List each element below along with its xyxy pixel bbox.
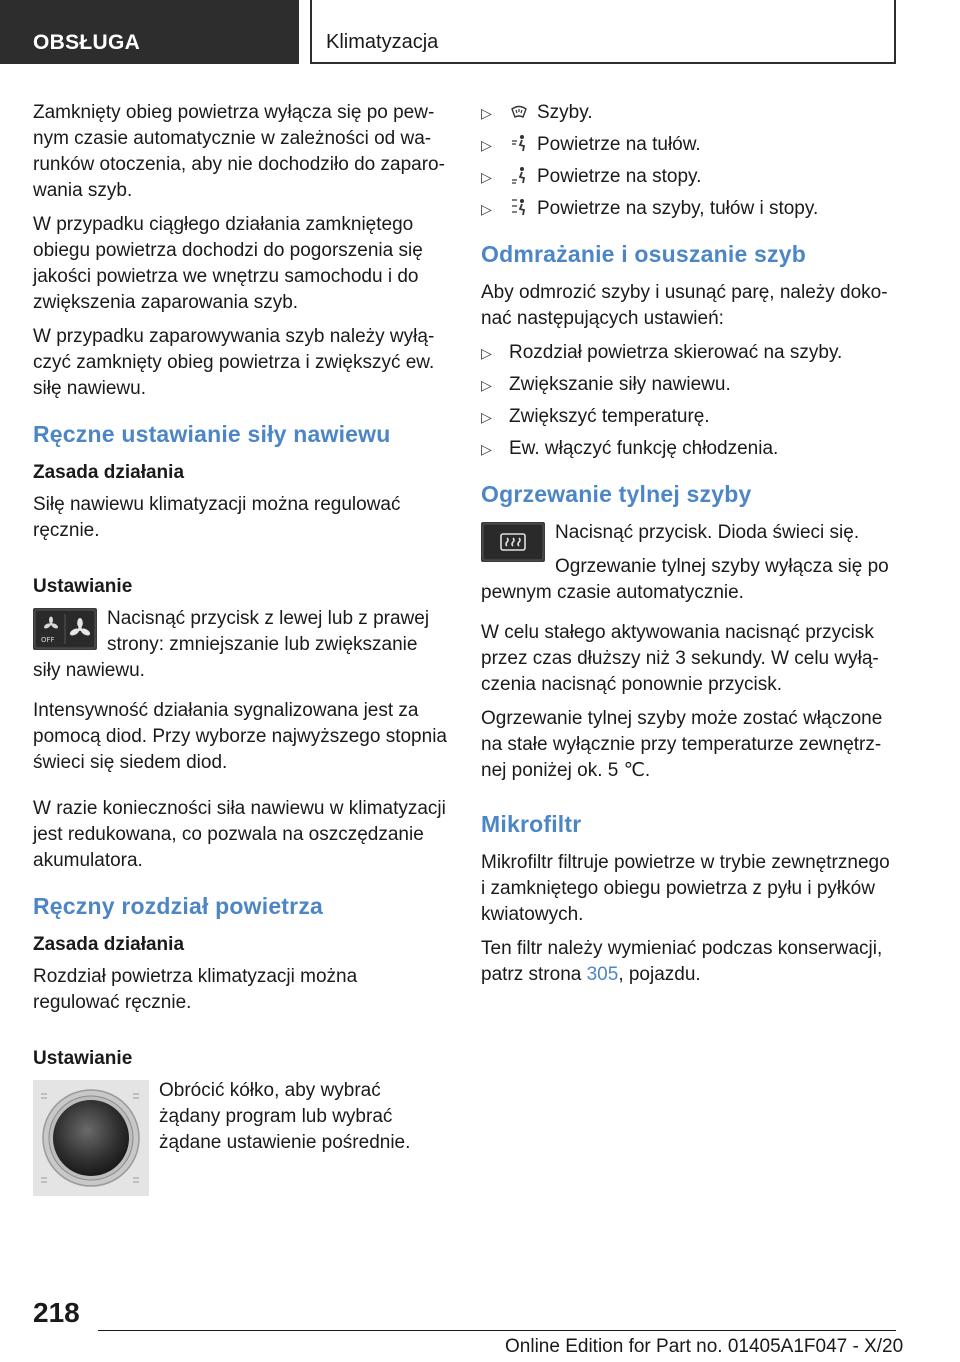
- subheading-principle-fan: Zasada działania: [33, 462, 185, 483]
- dial-figure-row: [33, 1078, 447, 1201]
- paragraph-principle-distribution: Rozdział powietrza klimatyzacji można regulować ręcznie.: [33, 966, 358, 1013]
- rear-heating-figure-row: [481, 520, 897, 614]
- list-item: ▷ Szyby.: [481, 102, 593, 123]
- heading-defrost: Odmrażanie i osuszanie szyb: [481, 241, 806, 267]
- heading-manual-fan: Ręczne ustawianie siły nawiewu: [33, 421, 391, 447]
- paragraph-rear-permanent: W celu stałego aktywowania nacisnąć przycisk przez czas dłuższy niż 3 sekundy. W celu wyłączenia nacisnąć ponownie przycisk.: [481, 622, 879, 695]
- paragraph-rear-temperature: Ogrzewanie tylnej szyby może zostać włączone na stałe wyłącznie przy temperaturze zewnętrznej poniżej ok. 5 ℃.: [481, 708, 883, 781]
- page-header: [0, 0, 960, 66]
- page-reference-link[interactable]: 305: [586, 964, 619, 985]
- list-item: ▷ Rozdział powietrza skierować na szyby.: [481, 342, 843, 363]
- footer-divider: [98, 1330, 896, 1331]
- paragraph-microfilter-service: Ten filtr należy wymieniać podczas konserwacji, patrz strona 305, pojazdu.: [481, 938, 883, 985]
- heading-air-distribution: Ręczny rozdział powietrza: [33, 893, 324, 919]
- rear-defrost-button-image: [481, 522, 545, 567]
- subheading-principle-distribution: Zasada działania: [33, 934, 185, 955]
- list-item: ▷ Zwiększyć temperaturę.: [481, 406, 710, 427]
- paragraph-microfilter: Mikrofiltr filtruje powietrze w trybie zewnętrznego i zamkniętego obiegu powietrza z pyłu i pyłków kwiatowych.: [481, 852, 890, 925]
- paragraph-fan-reduced: W razie konieczności siła nawiewu w klimatyzacji jest redukowana, co pozwala na oszczędzanie akumulatora.: [33, 798, 446, 871]
- page-number: 218: [33, 1297, 80, 1328]
- air-feet-icon: [509, 165, 529, 185]
- distribution-dial-image: [33, 1080, 149, 1201]
- paragraph-principle-fan: Siłę nawiewu klimatyzacji można regulować ręcznie.: [33, 494, 401, 541]
- paragraph-rear-press: Nacisnąć przycisk. Dioda świeci się.: [555, 522, 860, 543]
- fan-button-image: [33, 608, 97, 655]
- paragraph-fan-intensity: Intensywność działania sygnalizowana jest za pomocą diod. Przy wyborze najwyższego stopnia świeci się siedem diod.: [33, 700, 447, 773]
- paragraph-rear-auto-off: Ogrzewanie tylnej szyby wyłącza się po pewnym czasie automatycznie.: [481, 556, 889, 603]
- list-item: ▷ Powietrze na szyby, tułów i stopy.: [481, 198, 819, 219]
- section-title: OBSŁUGA: [33, 31, 141, 54]
- list-item: ▷ Ew. włączyć funkcję chłodzenia.: [481, 438, 779, 459]
- paragraph-recirc-quality: W przypadku ciągłego działania zamkniętego obiegu powietrza dochodzi do pogorszenia się jakości powietrza we wnętrzu samochodu i do zwiększenia zaparowania szyb.: [33, 214, 423, 313]
- paragraph-recirc-auto-off: Zamknięty obieg powietrza wyłącza się po pewnym czasie automatycznie w zależności od warunków otoczenia, aby nie dochodziło do zaparowania szyb.: [33, 102, 445, 201]
- list-item: ▷ Zwiększanie siły nawiewu.: [481, 374, 731, 395]
- heading-rear-window-heating: Ogrzewanie tylnej szyby: [481, 481, 752, 507]
- air-torso-icon: [509, 133, 529, 153]
- section-tab: [0, 0, 299, 64]
- paragraph-setting-distribution: Obrócić kółko, aby wybrać żądany program lub wybrać żądane ustawienie pośrednie.: [159, 1080, 411, 1153]
- heading-microfilter: Mikrofiltr: [481, 811, 582, 837]
- right-column: [481, 100, 897, 996]
- defrost-steps-list: [481, 340, 897, 462]
- fan-button-figure-row: [33, 606, 447, 692]
- air-all-icon: [509, 197, 529, 217]
- svg-text:OFF: OFF: [41, 636, 55, 644]
- windshield-icon: [509, 101, 529, 121]
- air-distribution-list: [481, 100, 897, 222]
- chapter-title: Klimatyzacja: [326, 31, 439, 53]
- paragraph-recirc-fogging: W przypadku zaparowywania szyb należy wyłączyć zamknięty obieg powietrza i zwiększyć ew. siłę nawiewu.: [33, 326, 435, 399]
- subheading-setting-distribution: Ustawianie: [33, 1048, 133, 1069]
- left-column: [33, 100, 447, 1207]
- list-item: ▷ Powietrze na tułów.: [481, 134, 701, 155]
- chapter-tab: [310, 0, 896, 64]
- subheading-setting-fan: Ustawianie: [33, 576, 133, 597]
- footer-edition: Online Edition for Part no. 01405A1F047 - X/20: [505, 1336, 904, 1357]
- list-item: ▷ Powietrze na stopy.: [481, 166, 702, 187]
- paragraph-setting-fan: Nacisnąć przycisk z lewej lub z prawej strony: zmniejszanie lub zwiększanie siły nawiewu.: [33, 608, 430, 681]
- paragraph-defrost: Aby odmrozić szyby i usunąć parę, należy dokonać następujących ustawień:: [481, 282, 888, 329]
